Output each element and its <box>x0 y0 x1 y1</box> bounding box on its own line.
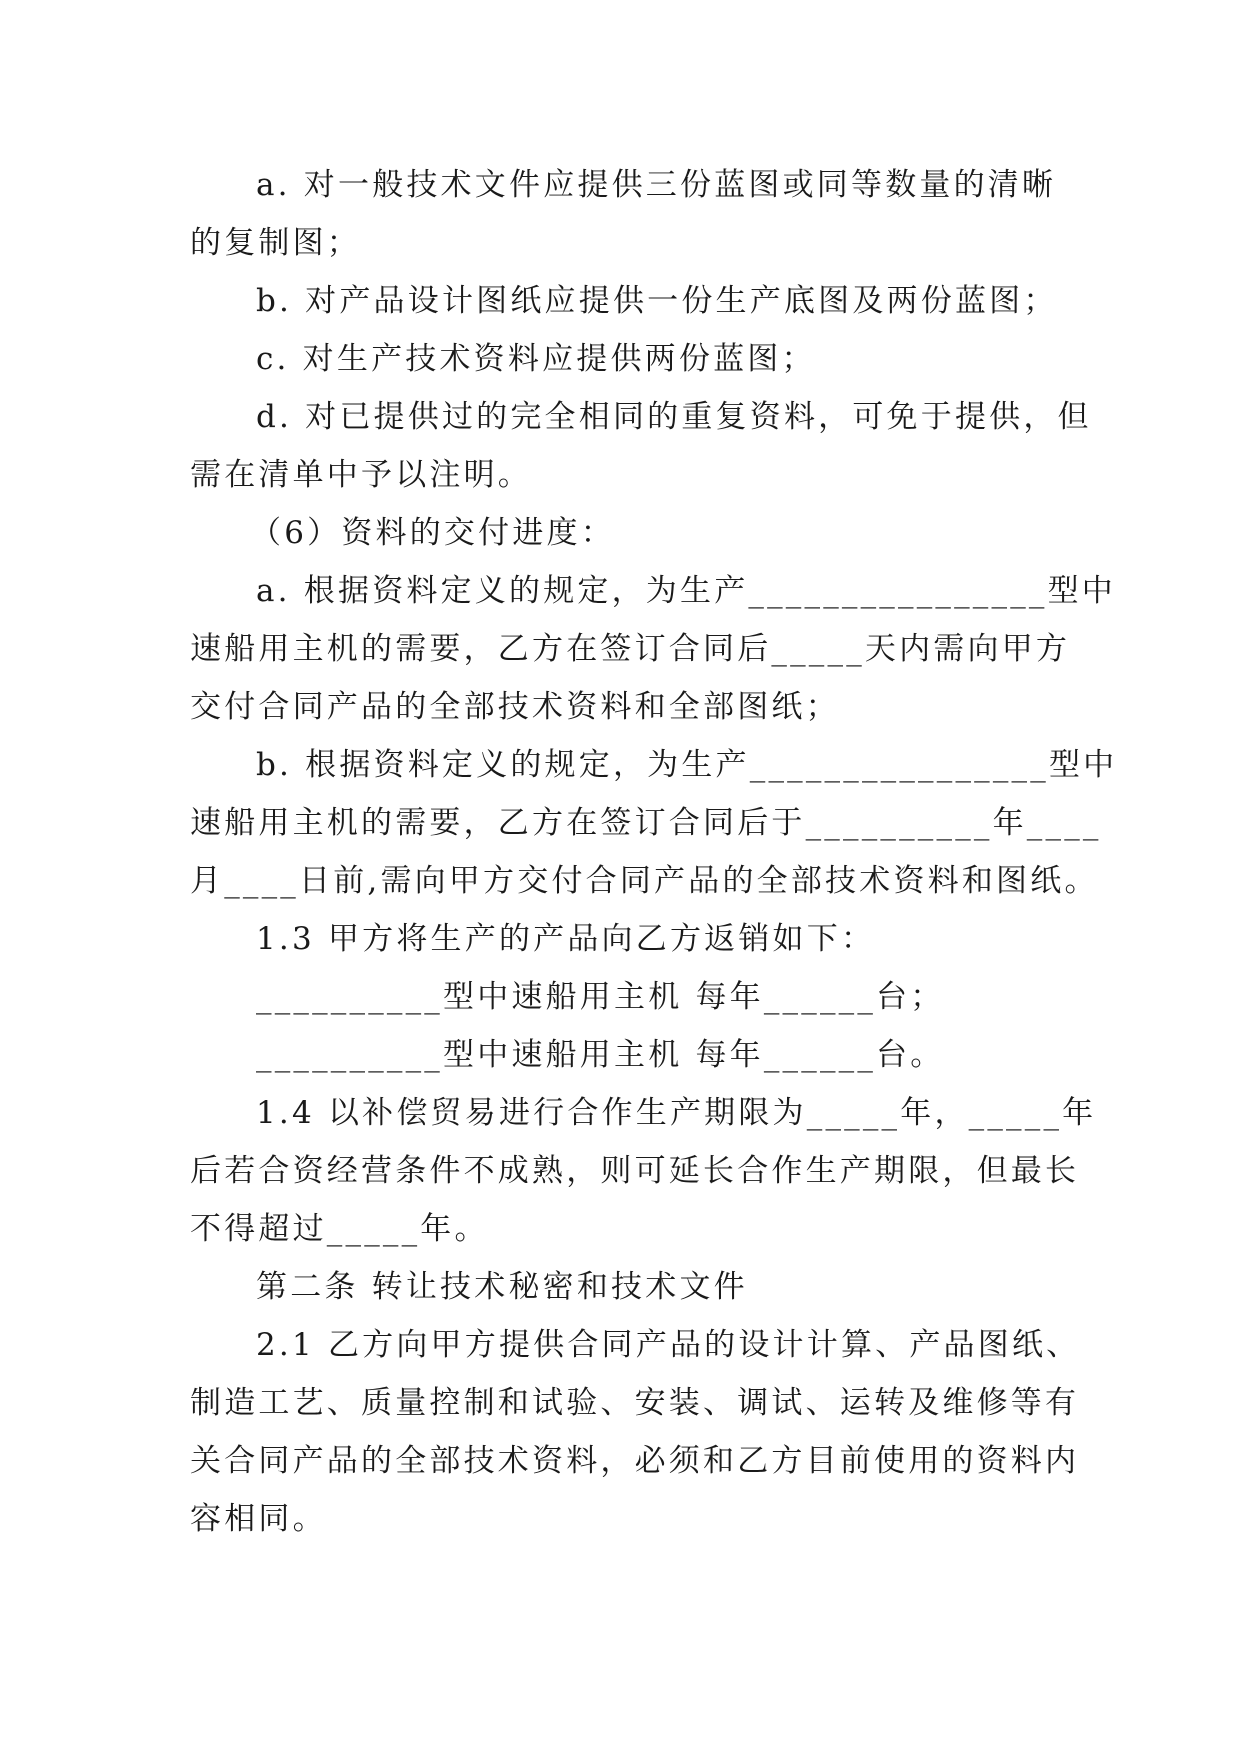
text-line: c. 对生产技术资料应提供两份蓝图； <box>256 341 816 377</box>
text-line: 1.3 甲方将生产的产品向乙方返销如下： <box>256 921 876 957</box>
text-line: 的复制图； <box>190 225 361 261</box>
paragraph-b-design-drawings <box>190 272 1058 330</box>
text-line: 速船用主机的需要，乙方在签订合同后于__________年____ <box>190 805 1102 841</box>
text-line: b. 根据资料定义的规定，为生产________________型中 <box>256 747 1118 783</box>
text-line: （6）资料的交付进度： <box>250 515 615 551</box>
text-line: 第二条 转让技术秘密和技术文件 <box>256 1269 748 1305</box>
text-line: 不得超过_____年。 <box>190 1211 489 1247</box>
text-line: __________型中速船用主机 每年______台； <box>256 979 945 1015</box>
text-line: 后若合资经营条件不成熟，则可延长合作生产期限，但最长 <box>190 1153 1080 1189</box>
paragraph-1-4-term <box>190 1084 1097 1258</box>
paragraph-6-delivery-schedule <box>190 504 1050 562</box>
text-line: 交付合同产品的全部技术资料和全部图纸； <box>190 689 840 725</box>
paragraph-1-3-buyback <box>190 910 1050 968</box>
text-line: 关合同产品的全部技术资料，必须和乙方目前使用的资料内 <box>190 1443 1080 1479</box>
text-line: a. 对一般技术文件应提供三份蓝图或同等数量的清晰 <box>256 167 1057 203</box>
text-line: b. 对产品设计图纸应提供一份生产底图及两份蓝图； <box>256 283 1058 319</box>
text-line: __________型中速船用主机 每年______台。 <box>256 1037 945 1073</box>
text-line: 速船用主机的需要，乙方在签订合同后_____天内需向甲方 <box>190 631 1071 667</box>
buyback-row-2 <box>190 1026 1050 1084</box>
article-2-heading <box>190 1258 1050 1316</box>
text-line: 月____日前,需向甲方交付合同产品的全部技术资料和图纸。 <box>190 863 1099 899</box>
text-line: d. 对已提供过的完全相同的重复资料，可免于提供，但 <box>256 399 1092 435</box>
paragraph-c-production-data <box>190 330 1050 388</box>
text-line: 1.4 以补偿贸易进行合作生产期限为_____年，_____年 <box>256 1095 1097 1131</box>
paragraph-2-1-tech-data <box>190 1316 1081 1548</box>
text-line: 制造工艺、质量控制和试验、安装、调试、运转及维修等有 <box>190 1385 1080 1421</box>
paragraph-a-general-docs <box>190 156 1057 272</box>
text-line: a. 根据资料定义的规定，为生产________________型中 <box>256 573 1116 609</box>
paragraph-b-delivery <box>190 736 1118 910</box>
text-line: 2.1 乙方向甲方提供合同产品的设计计算、产品图纸、 <box>256 1327 1081 1363</box>
paragraph-a-delivery <box>190 562 1116 736</box>
paragraph-d-duplicate-data <box>190 388 1092 504</box>
document-body <box>190 156 1118 1548</box>
text-line: 容相同。 <box>190 1501 327 1537</box>
text-line: 需在清单中予以注明。 <box>190 457 532 493</box>
buyback-row-1 <box>190 968 1050 1026</box>
